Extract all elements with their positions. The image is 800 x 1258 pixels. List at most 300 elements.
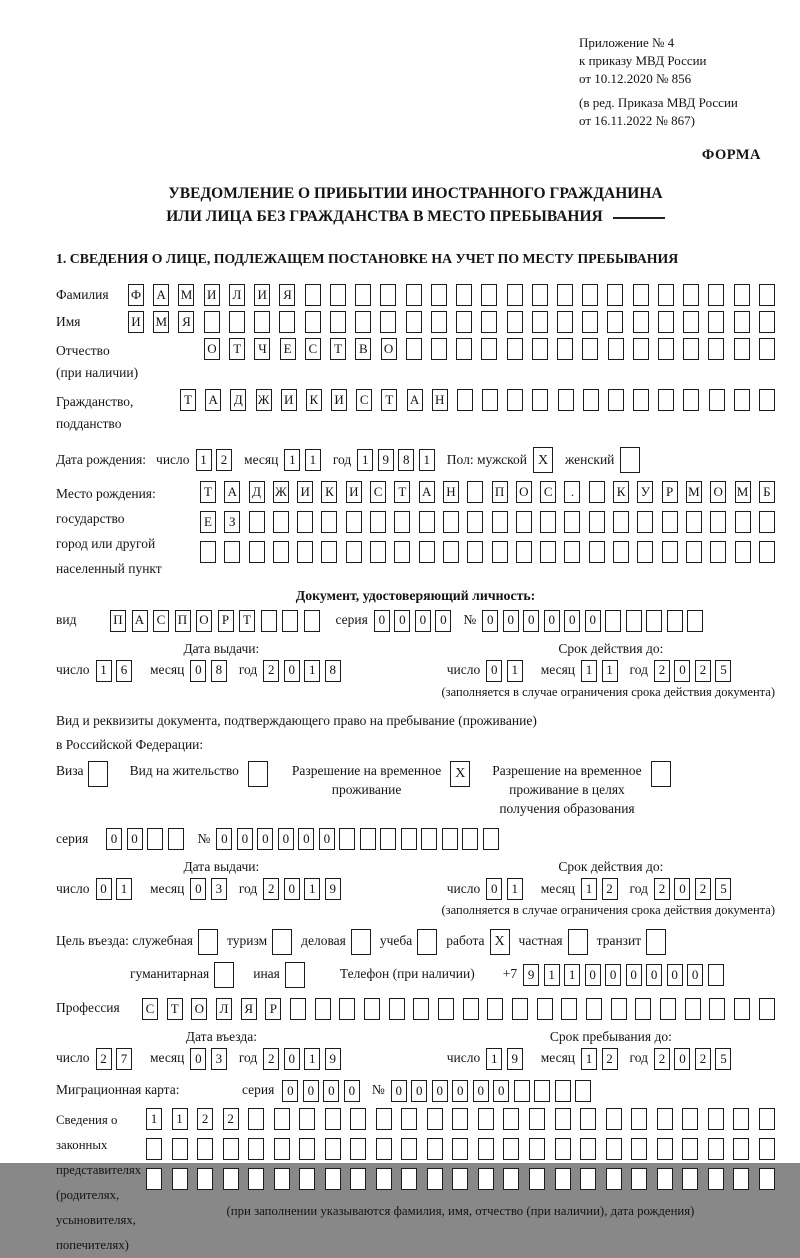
form-cell[interactable]: Я xyxy=(178,311,194,333)
form-cell[interactable] xyxy=(555,1138,571,1160)
form-cell[interactable]: Ч xyxy=(254,338,270,360)
form-cell[interactable]: 0 xyxy=(674,1048,690,1070)
form-cell[interactable]: 1 xyxy=(486,1048,502,1070)
form-cell[interactable]: 0 xyxy=(411,1080,427,1102)
form-cell[interactable] xyxy=(364,998,380,1020)
form-cell[interactable] xyxy=(360,828,376,850)
form-cell[interactable] xyxy=(457,389,473,411)
form-cell[interactable]: 2 xyxy=(602,1048,618,1070)
stay-until-day-input[interactable] xyxy=(486,1048,523,1070)
form-cell[interactable]: 2 xyxy=(654,660,670,682)
form-cell[interactable]: 1 xyxy=(602,660,618,682)
form-cell[interactable] xyxy=(658,389,674,411)
form-cell[interactable] xyxy=(197,1168,213,1190)
form-cell[interactable] xyxy=(452,1108,468,1130)
form-cell[interactable] xyxy=(561,998,577,1020)
form-cell[interactable]: Н xyxy=(443,481,459,503)
form-cell[interactable] xyxy=(492,541,508,563)
visa-checkbox[interactable] xyxy=(88,761,108,787)
form-cell[interactable] xyxy=(631,1168,647,1190)
form-cell[interactable]: 2 xyxy=(654,1048,670,1070)
form-cell[interactable] xyxy=(321,541,337,563)
form-cell[interactable]: 0 xyxy=(284,878,300,900)
form-cell[interactable] xyxy=(507,338,523,360)
purpose-humanitarian-checkbox[interactable] xyxy=(214,962,234,988)
form-cell[interactable] xyxy=(431,284,447,306)
form-cell[interactable] xyxy=(532,338,548,360)
form-cell[interactable] xyxy=(248,1138,264,1160)
form-cell[interactable] xyxy=(431,311,447,333)
form-cell[interactable]: 2 xyxy=(96,1048,112,1070)
form-cell[interactable] xyxy=(557,284,573,306)
form-cell[interactable] xyxy=(683,284,699,306)
form-cell[interactable] xyxy=(431,338,447,360)
issue-day-input[interactable] xyxy=(96,660,133,682)
form-cell[interactable] xyxy=(229,311,245,333)
temporary-residence-education-checkbox[interactable] xyxy=(651,761,671,787)
form-cell[interactable]: X xyxy=(450,761,470,787)
form-cell[interactable] xyxy=(708,964,724,986)
form-cell[interactable]: 5 xyxy=(715,878,731,900)
form-cell[interactable] xyxy=(401,828,417,850)
form-cell[interactable]: Т xyxy=(381,389,397,411)
form-cell[interactable] xyxy=(620,447,640,473)
form-cell[interactable]: 0 xyxy=(605,964,621,986)
form-cell[interactable]: 0 xyxy=(415,610,431,632)
form-cell[interactable]: X xyxy=(533,447,553,473)
form-cell[interactable]: Т xyxy=(167,998,183,1020)
form-cell[interactable] xyxy=(667,610,683,632)
form-cell[interactable] xyxy=(734,338,750,360)
form-cell[interactable] xyxy=(355,284,371,306)
form-cell[interactable] xyxy=(401,1138,417,1160)
form-cell[interactable] xyxy=(575,1080,591,1102)
form-cell[interactable] xyxy=(462,828,478,850)
form-cell[interactable] xyxy=(683,338,699,360)
form-cell[interactable]: 1 xyxy=(507,660,523,682)
form-cell[interactable] xyxy=(285,962,305,988)
form-cell[interactable]: 0 xyxy=(626,964,642,986)
form-cell[interactable]: 0 xyxy=(216,828,232,850)
form-cell[interactable] xyxy=(529,1168,545,1190)
form-cell[interactable] xyxy=(683,389,699,411)
form-cell[interactable] xyxy=(297,511,313,533)
residence-permit-checkbox[interactable] xyxy=(248,761,268,787)
form-cell[interactable] xyxy=(709,998,725,1020)
form-cell[interactable] xyxy=(315,998,331,1020)
form-cell[interactable] xyxy=(646,610,662,632)
form-cell[interactable] xyxy=(146,1138,162,1160)
form-cell[interactable]: 2 xyxy=(263,660,279,682)
form-cell[interactable]: 1 xyxy=(507,878,523,900)
form-cell[interactable]: 6 xyxy=(116,660,132,682)
form-cell[interactable]: 0 xyxy=(503,610,519,632)
form-cell[interactable]: И xyxy=(204,284,220,306)
form-cell[interactable]: 2 xyxy=(695,660,711,682)
form-cell[interactable] xyxy=(487,998,503,1020)
form-cell[interactable]: 2 xyxy=(263,878,279,900)
form-cell[interactable] xyxy=(478,1168,494,1190)
stay-until-year-input[interactable] xyxy=(654,1048,732,1070)
form-cell[interactable] xyxy=(503,1138,519,1160)
form-cell[interactable]: 1 xyxy=(419,449,435,471)
form-cell[interactable]: Л xyxy=(216,998,232,1020)
form-cell[interactable] xyxy=(611,998,627,1020)
form-cell[interactable]: А xyxy=(419,481,435,503)
form-cell[interactable] xyxy=(646,929,666,955)
form-cell[interactable] xyxy=(657,1168,673,1190)
form-cell[interactable]: 9 xyxy=(523,964,539,986)
birth-place-input-row2[interactable] xyxy=(200,511,775,533)
form-cell[interactable] xyxy=(686,541,702,563)
form-cell[interactable]: 2 xyxy=(654,878,670,900)
form-cell[interactable] xyxy=(376,1138,392,1160)
form-cell[interactable] xyxy=(658,284,674,306)
stay-issue-day-input[interactable] xyxy=(96,878,133,900)
form-cell[interactable]: 0 xyxy=(486,660,502,682)
form-cell[interactable] xyxy=(481,338,497,360)
form-cell[interactable] xyxy=(529,1108,545,1130)
form-cell[interactable] xyxy=(735,541,751,563)
form-cell[interactable]: Т xyxy=(239,610,255,632)
form-cell[interactable]: 0 xyxy=(190,660,206,682)
form-cell[interactable]: 8 xyxy=(211,660,227,682)
form-cell[interactable] xyxy=(456,311,472,333)
form-cell[interactable]: Т xyxy=(229,338,245,360)
purpose-other-checkbox[interactable] xyxy=(285,962,305,988)
form-cell[interactable] xyxy=(733,1138,749,1160)
form-cell[interactable]: 0 xyxy=(127,828,143,850)
form-cell[interactable] xyxy=(147,828,163,850)
form-cell[interactable] xyxy=(582,284,598,306)
form-cell[interactable]: 1 xyxy=(581,660,597,682)
temporary-residence-checkbox[interactable] xyxy=(450,761,470,787)
form-cell[interactable] xyxy=(172,1138,188,1160)
form-cell[interactable] xyxy=(557,338,573,360)
form-cell[interactable]: 2 xyxy=(602,878,618,900)
form-cell[interactable]: Т xyxy=(180,389,196,411)
form-cell[interactable]: 0 xyxy=(473,1080,489,1102)
form-cell[interactable] xyxy=(633,389,649,411)
form-cell[interactable] xyxy=(564,541,580,563)
form-cell[interactable] xyxy=(662,511,678,533)
form-cell[interactable]: П xyxy=(175,610,191,632)
form-cell[interactable] xyxy=(540,511,556,533)
form-cell[interactable]: Р xyxy=(265,998,281,1020)
form-cell[interactable] xyxy=(427,1108,443,1130)
form-cell[interactable]: Е xyxy=(200,511,216,533)
form-cell[interactable]: 9 xyxy=(507,1048,523,1070)
form-cell[interactable] xyxy=(626,610,642,632)
form-cell[interactable] xyxy=(606,1108,622,1130)
form-cell[interactable]: 0 xyxy=(257,828,273,850)
purpose-transit-checkbox[interactable] xyxy=(646,929,666,955)
form-cell[interactable] xyxy=(355,311,371,333)
purpose-business-checkbox[interactable] xyxy=(351,929,371,955)
form-cell[interactable] xyxy=(662,541,678,563)
form-cell[interactable]: И xyxy=(281,389,297,411)
form-cell[interactable]: 0 xyxy=(190,878,206,900)
form-cell[interactable]: Т xyxy=(394,481,410,503)
form-cell[interactable]: М xyxy=(686,481,702,503)
form-cell[interactable]: 1 xyxy=(581,1048,597,1070)
form-cell[interactable] xyxy=(734,998,750,1020)
form-cell[interactable] xyxy=(686,511,702,533)
form-cell[interactable] xyxy=(683,311,699,333)
form-cell[interactable]: 0 xyxy=(319,828,335,850)
form-cell[interactable] xyxy=(482,389,498,411)
valid-day-input[interactable] xyxy=(486,660,523,682)
form-cell[interactable] xyxy=(589,481,605,503)
stay-until-month-input[interactable] xyxy=(581,1048,618,1070)
form-cell[interactable] xyxy=(427,1168,443,1190)
form-cell[interactable] xyxy=(346,511,362,533)
form-cell[interactable] xyxy=(682,1138,698,1160)
form-cell[interactable] xyxy=(438,998,454,1020)
form-cell[interactable]: 0 xyxy=(564,610,580,632)
form-cell[interactable] xyxy=(406,338,422,360)
form-cell[interactable] xyxy=(279,311,295,333)
form-cell[interactable] xyxy=(401,1168,417,1190)
form-cell[interactable]: 1 xyxy=(581,878,597,900)
form-cell[interactable]: 0 xyxy=(435,610,451,632)
form-cell[interactable]: 0 xyxy=(687,964,703,986)
stay-issue-month-input[interactable] xyxy=(190,878,227,900)
form-cell[interactable]: Ф xyxy=(128,284,144,306)
form-cell[interactable]: С xyxy=(540,481,556,503)
form-cell[interactable] xyxy=(759,311,775,333)
form-cell[interactable]: 1 xyxy=(146,1108,162,1130)
form-cell[interactable] xyxy=(321,511,337,533)
birth-day-input[interactable] xyxy=(196,449,233,471)
form-cell[interactable] xyxy=(88,761,108,787)
form-cell[interactable] xyxy=(534,1080,550,1102)
birth-month-input[interactable] xyxy=(284,449,321,471)
entry-day-input[interactable] xyxy=(96,1048,133,1070)
form-cell[interactable] xyxy=(660,998,676,1020)
form-cell[interactable] xyxy=(273,541,289,563)
form-cell[interactable] xyxy=(339,998,355,1020)
form-cell[interactable] xyxy=(248,1108,264,1130)
form-cell[interactable] xyxy=(406,311,422,333)
form-cell[interactable]: 2 xyxy=(263,1048,279,1070)
form-cell[interactable] xyxy=(305,311,321,333)
name-input[interactable] xyxy=(128,311,775,333)
form-cell[interactable] xyxy=(478,1108,494,1130)
birth-place-input-row3[interactable] xyxy=(200,541,775,563)
form-cell[interactable] xyxy=(709,389,725,411)
purpose-private-checkbox[interactable] xyxy=(568,929,588,955)
form-cell[interactable]: А xyxy=(224,481,240,503)
form-cell[interactable]: Б xyxy=(759,481,775,503)
form-cell[interactable]: Т xyxy=(330,338,346,360)
form-cell[interactable]: 0 xyxy=(432,1080,448,1102)
purpose-official-checkbox[interactable] xyxy=(198,929,218,955)
form-cell[interactable] xyxy=(529,1138,545,1160)
form-cell[interactable] xyxy=(168,828,184,850)
form-cell[interactable] xyxy=(555,1108,571,1130)
form-cell[interactable] xyxy=(304,610,320,632)
form-cell[interactable] xyxy=(759,284,775,306)
form-cell[interactable]: 0 xyxy=(96,878,112,900)
form-cell[interactable] xyxy=(248,761,268,787)
form-cell[interactable]: У xyxy=(637,481,653,503)
form-cell[interactable] xyxy=(463,998,479,1020)
form-cell[interactable] xyxy=(537,998,553,1020)
form-cell[interactable] xyxy=(516,541,532,563)
form-cell[interactable]: 1 xyxy=(544,964,560,986)
form-cell[interactable] xyxy=(394,541,410,563)
form-cell[interactable] xyxy=(658,338,674,360)
doc-kind-input[interactable] xyxy=(110,610,320,632)
form-cell[interactable]: 0 xyxy=(284,660,300,682)
form-cell[interactable]: 0 xyxy=(303,1080,319,1102)
form-cell[interactable] xyxy=(512,998,528,1020)
form-cell[interactable] xyxy=(734,389,750,411)
form-cell[interactable]: 1 xyxy=(564,964,580,986)
form-cell[interactable] xyxy=(427,1138,443,1160)
form-cell[interactable] xyxy=(299,1108,315,1130)
citizenship-input[interactable] xyxy=(180,389,775,411)
form-cell[interactable]: О xyxy=(191,998,207,1020)
phone-input[interactable] xyxy=(523,964,724,986)
form-cell[interactable]: 1 xyxy=(96,660,112,682)
form-cell[interactable] xyxy=(380,311,396,333)
form-cell[interactable] xyxy=(734,311,750,333)
form-cell[interactable] xyxy=(481,284,497,306)
form-cell[interactable]: 0 xyxy=(323,1080,339,1102)
form-cell[interactable] xyxy=(394,511,410,533)
form-cell[interactable] xyxy=(421,828,437,850)
form-cell[interactable] xyxy=(708,311,724,333)
form-cell[interactable] xyxy=(633,311,649,333)
form-cell[interactable]: 1 xyxy=(196,449,212,471)
doc-number-input[interactable] xyxy=(482,610,703,632)
form-cell[interactable]: 1 xyxy=(116,878,132,900)
form-cell[interactable]: И xyxy=(346,481,362,503)
form-cell[interactable] xyxy=(633,284,649,306)
form-cell[interactable] xyxy=(582,338,598,360)
form-cell[interactable]: Я xyxy=(279,284,295,306)
form-cell[interactable] xyxy=(290,998,306,1020)
migration-series-input[interactable] xyxy=(282,1080,360,1102)
form-cell[interactable] xyxy=(555,1080,571,1102)
form-cell[interactable] xyxy=(401,1108,417,1130)
entry-month-input[interactable] xyxy=(190,1048,227,1070)
form-cell[interactable]: Д xyxy=(230,389,246,411)
form-cell[interactable] xyxy=(583,389,599,411)
form-cell[interactable]: Ж xyxy=(273,481,289,503)
stay-issue-year-input[interactable] xyxy=(263,878,341,900)
form-cell[interactable]: 1 xyxy=(357,449,373,471)
form-cell[interactable] xyxy=(223,1138,239,1160)
form-cell[interactable]: И xyxy=(297,481,313,503)
form-cell[interactable] xyxy=(467,511,483,533)
form-cell[interactable] xyxy=(478,1138,494,1160)
form-cell[interactable]: 9 xyxy=(325,878,341,900)
form-cell[interactable]: С xyxy=(370,481,386,503)
form-cell[interactable]: К xyxy=(306,389,322,411)
form-cell[interactable] xyxy=(759,998,775,1020)
form-cell[interactable] xyxy=(516,511,532,533)
representatives-input-row3[interactable] xyxy=(146,1168,775,1190)
form-cell[interactable]: 0 xyxy=(493,1080,509,1102)
form-cell[interactable] xyxy=(657,1138,673,1160)
form-cell[interactable]: 0 xyxy=(674,878,690,900)
form-cell[interactable] xyxy=(305,284,321,306)
form-cell[interactable] xyxy=(708,1138,724,1160)
form-cell[interactable] xyxy=(580,1108,596,1130)
form-cell[interactable] xyxy=(481,311,497,333)
form-cell[interactable]: 2 xyxy=(695,1048,711,1070)
form-cell[interactable]: 0 xyxy=(282,1080,298,1102)
form-cell[interactable] xyxy=(380,828,396,850)
form-cell[interactable]: 0 xyxy=(486,878,502,900)
form-cell[interactable] xyxy=(467,481,483,503)
form-cell[interactable] xyxy=(406,284,422,306)
form-cell[interactable]: С xyxy=(153,610,169,632)
form-cell[interactable]: О xyxy=(516,481,532,503)
form-cell[interactable] xyxy=(346,541,362,563)
form-cell[interactable] xyxy=(759,389,775,411)
form-cell[interactable] xyxy=(657,1108,673,1130)
form-cell[interactable] xyxy=(589,541,605,563)
form-cell[interactable]: Д xyxy=(249,481,265,503)
form-cell[interactable] xyxy=(710,511,726,533)
form-cell[interactable]: 1 xyxy=(284,449,300,471)
form-cell[interactable]: С xyxy=(356,389,372,411)
form-cell[interactable] xyxy=(172,1168,188,1190)
form-cell[interactable] xyxy=(376,1168,392,1190)
form-cell[interactable]: 0 xyxy=(482,610,498,632)
stay-valid-month-input[interactable] xyxy=(581,878,618,900)
form-cell[interactable] xyxy=(274,1168,290,1190)
form-cell[interactable] xyxy=(635,998,651,1020)
form-cell[interactable]: Н xyxy=(432,389,448,411)
form-cell[interactable]: Т xyxy=(200,481,216,503)
form-cell[interactable] xyxy=(380,284,396,306)
form-cell[interactable] xyxy=(607,284,623,306)
form-cell[interactable] xyxy=(606,1138,622,1160)
doc-series-input[interactable] xyxy=(374,610,452,632)
form-cell[interactable]: 3 xyxy=(211,1048,227,1070)
form-cell[interactable]: 2 xyxy=(223,1108,239,1130)
stay-series-input[interactable] xyxy=(106,828,184,850)
form-cell[interactable]: 0 xyxy=(106,828,122,850)
form-cell[interactable] xyxy=(682,1168,698,1190)
form-cell[interactable] xyxy=(299,1168,315,1190)
form-cell[interactable] xyxy=(325,1168,341,1190)
migration-number-input[interactable] xyxy=(391,1080,592,1102)
form-cell[interactable]: 0 xyxy=(391,1080,407,1102)
form-cell[interactable]: 0 xyxy=(284,1048,300,1070)
sex-female-checkbox[interactable] xyxy=(620,447,640,473)
form-cell[interactable] xyxy=(631,1108,647,1130)
form-cell[interactable] xyxy=(351,929,371,955)
entry-year-input[interactable] xyxy=(263,1048,341,1070)
form-cell[interactable]: О xyxy=(204,338,220,360)
issue-month-input[interactable] xyxy=(190,660,227,682)
form-cell[interactable] xyxy=(197,1138,213,1160)
form-cell[interactable] xyxy=(607,311,623,333)
form-cell[interactable]: 0 xyxy=(544,610,560,632)
form-cell[interactable] xyxy=(146,1168,162,1190)
form-cell[interactable] xyxy=(532,284,548,306)
form-cell[interactable] xyxy=(759,1138,775,1160)
patronymic-input[interactable] xyxy=(204,338,775,360)
form-cell[interactable] xyxy=(282,610,298,632)
form-cell[interactable] xyxy=(687,610,703,632)
